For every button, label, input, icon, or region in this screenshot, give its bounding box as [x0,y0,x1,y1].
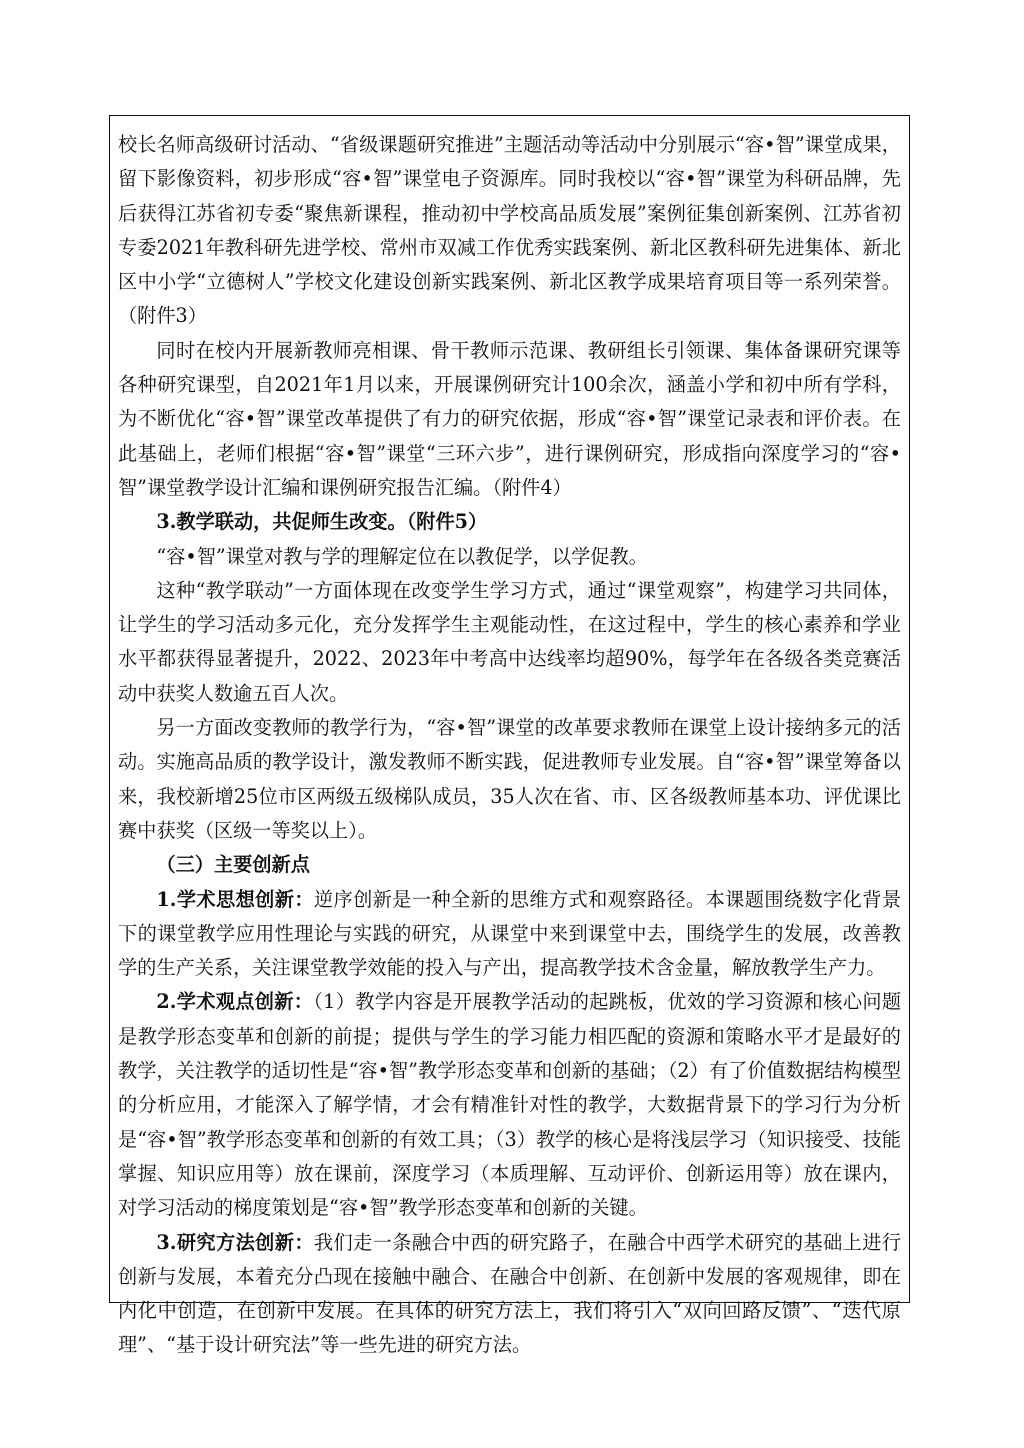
innovation-viewpoint-text: （1）教学内容是开展教学活动的起跳板，优效的学习资源和核心问题是教学形态变革和创新的前提；提供与学生的学习能力相匹配的资源和策略水平才是最好的教学，关注教学的适切性是“容•智”教学形态变革和创新的基础；（2）有了价值数据结构模型的分析应用，才能深入了解学情，才会有精准针对性的教学，大数据背景下的学习行为分析是“容•智”教学形态变革和创新的有效工具；（3）教学的核心是将浅层学习（知识接受、技能掌握、知识应用等）放在课前，深度学习（本质理解、互动评价、创新运用等）放在课内，对学习活动的梯度策划是“容•智”教学形态变革和创新的关键。 [118,990,902,1220]
document-table-cell [109,115,910,1357]
paragraph-student-change: 这种“教学联动”一方面体现在改变学生学习方式，通过“课堂观察”，构建学习共同体，让学生的学习活动多元化，充分发挥学生主观能动性，在这过程中，学生的核心素养和学业水平都获得显著提升，2022、2023年中考高中达线率均超90%，每学年在各级各类竞赛活动中获奖人数逾五百人次。 [118,578,901,705]
paragraph-innovation-method [118,1226,901,1363]
innovation-viewpoint-label: 2.学术观点创新： [156,990,314,1014]
innovation-thought-text: 逆序创新是一种全新的思维方式和观察路径。本课题围绕数字化背景下的课堂教学应用性理论与实践的研究，从课堂中来到课堂中去，围绕学生的发展，改善教学的生产关系，关注课堂教学效能的投入与产出，提高教学技术含金量，解放教学生产力。 [118,887,902,980]
subheading-teaching-linkage-text: 3.教学联动，共促师生改变。（附件5） [156,510,488,534]
innovation-method-text: 我们走一条融合中西的研究路子，在融合中西学术研究的基础上进行创新与发展，本着充分凸现在接触中融合、在融合中创新、在创新中发展的客观规律，即在内化中创造，在创新中发展。在具体的研究方法上，我们将引入“双向回路反馈”、“迭代原理”、“基于设计研究法”等一些先进的研究方法。 [118,1230,902,1357]
paragraph-innovation-viewpoint [118,985,901,1225]
paragraph-teacher-change: 另一方面改变教师的教学行为，“容•智”课堂的改革要求教师在课堂上设计接纳多元的活动。实施高品质的教学设计，激发教师不断实践，促进教师专业发展。自“容•智”课堂筹备以来，我校新增25位市区两级五级梯队成员，35人次在省、市、区各级教师基本功、评优课比赛中获奖（区级一等奖以上）。 [118,716,901,842]
subheading-teaching-linkage [118,505,901,539]
paragraph-innovation-thought [118,883,901,986]
paragraph-lesson-research: 同时在校内开展新教师亮相课、骨干教师示范课、教研组长引领课、集体备课研究课等各种研究课型，自2021年1月以来，开展课例研究计100余次，涵盖小学和初中所有学科，为不断优化“容•智”课堂改革提供了有力的研究依据，形成“容•智”课堂记录表和评价表。在此基础上，老师们根据“容•智”课堂“三环六步”，进行课例研究，形成指向深度学习的“容•智”课堂教学设计汇编和课例研究报告汇编。（附件4） [118,338,901,499]
innovation-thought-label: 1.学术思想创新： [156,887,314,911]
paragraph-teaching-orientation: “容•智”课堂对教与学的理解定位在以教促学，以学促教。 [156,544,648,568]
document-body [118,128,901,1363]
section-heading-innovations: （三）主要创新点 [156,853,310,877]
innovation-method-label: 3.研究方法创新： [156,1230,314,1254]
paragraph-achievements: 校长名师高级研讨活动、“省级课题研究推进”主题活动等活动中分别展示“容•智”课堂成果，留下影像资料，初步形成“容•智”课堂电子资源库。同时我校以“容•智”课堂为科研品牌，先后获得江苏省初专委“聚焦新课程，推动初中学校高品质发展”案例征集创新案例、江苏省初专委2021年教科研先进学校、常州市双减工作优秀实践案例、新北区教科研先进集体、新北区中小学“立德树人”学校文化建设创新实践案例、新北区教学成果培育项目等一系列荣誉。（附件3） [118,133,901,328]
